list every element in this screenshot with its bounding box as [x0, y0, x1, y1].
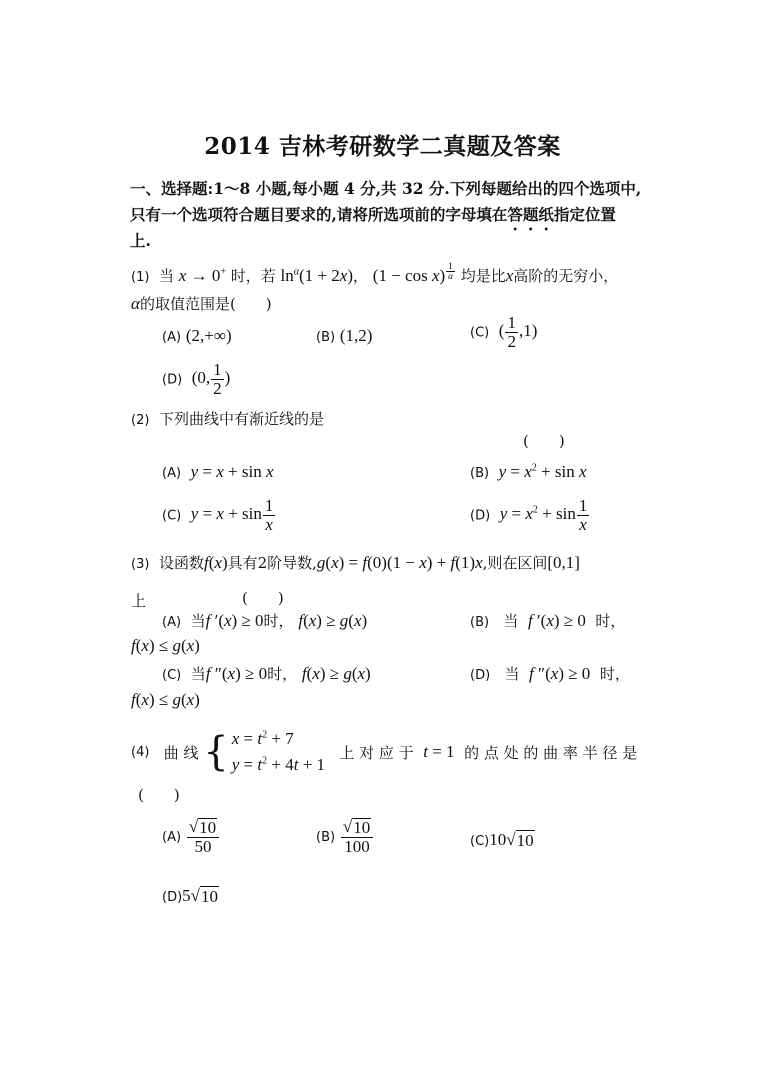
page-title: 2014 吉林考研数学二真题及答案 [204, 133, 561, 160]
q4-option-a: (A) √ 10 50 [162, 818, 220, 856]
q1-option-d: (D) (0, $\frac{1}{2}$ ) [162, 360, 231, 398]
question-1-line1: (1) 当 x → 0+ 时，若 $\ln^\alpha(1 + 2x)$， (1 − cos x) $^{\frac{1}{\alpha}}$ 均是比x高阶的无穷小， [131, 261, 619, 285]
q2-option-b: (B) $y = x^2 + \sin x$ [470, 462, 587, 481]
section-header-line1: 一、选择题:1～8 小题,每小题 4 分,共 32 分.下列每题给出的四个选项中, [130, 179, 642, 198]
q4-option-c: (C)10√ 10 [470, 830, 534, 850]
q2-answer-paren: ( ) [523, 432, 565, 450]
q3-option-b-cont: f(x) ≤ g(x) [131, 636, 200, 655]
question-3-line2: 上 [131, 592, 147, 610]
question-1-line2: α的取值范围是( ) [131, 294, 272, 313]
section-header-line2: 只有一个选项符合题目要求的,请将所选项前的字母填在答题纸指定位置 [130, 205, 616, 224]
q4-answer-paren: ( ) [138, 786, 180, 804]
q3-option-d: (D) 当 f ″(x) ≥ 0 时， [470, 664, 630, 683]
q1-option-c: (C) ( $\frac{1}{2}$ ,1) [470, 313, 538, 351]
section-header-line3: 上. [130, 231, 151, 250]
q3-option-a: (A) 当f ′(x) ≥ 0时， f(x) ≥ g(x) [162, 611, 368, 630]
q4-option-d: (D)5√ 10 [162, 886, 218, 906]
q3-option-b: (B) 当 f ′(x) ≥ 0 时， [470, 611, 626, 630]
question-2: (2) 下列曲线中有渐近线的是 [131, 410, 324, 428]
q1-option-b: (B) (1,2) [316, 326, 373, 345]
question-4-line1: (4) 曲 线 { $x = t^2 + 7$ $y = t^2 + 4t + 1$ 上 对 应 于 t = 1 的 点 处 的 曲 率 半 径 是 [131, 726, 637, 779]
question-3-line1: (3) 设函数f(x)具有2阶导数,g(x) = f(0)(1 − x) + f(1)x,则在区间[0,1] [131, 553, 580, 572]
q4-option-b: (B) √ 10 100 [316, 818, 374, 856]
q3-option-d-cont: f(x) ≤ g(x) [131, 690, 200, 709]
q3-option-c: (C) 当f ″(x) ≥ 0时， f(x) ≥ g(x) [162, 664, 371, 683]
emphasis-dots: 答题纸 [507, 205, 554, 224]
q2-option-d: (D) $y = x^2 + \sin$ $\frac{1}{x}$ [470, 496, 588, 534]
q3-answer-paren: ( ) [242, 589, 284, 607]
q1-option-a: (A) (2,+∞) [162, 326, 232, 345]
q2-option-c: (C) y = x + sin $\frac{1}{x}$ [162, 496, 274, 534]
q2-option-a: (A) y = x + sin x [162, 462, 274, 481]
parametric-system: { $x = t^2 + 7$ $y = t^2 + 4t + 1$ [203, 729, 326, 776]
